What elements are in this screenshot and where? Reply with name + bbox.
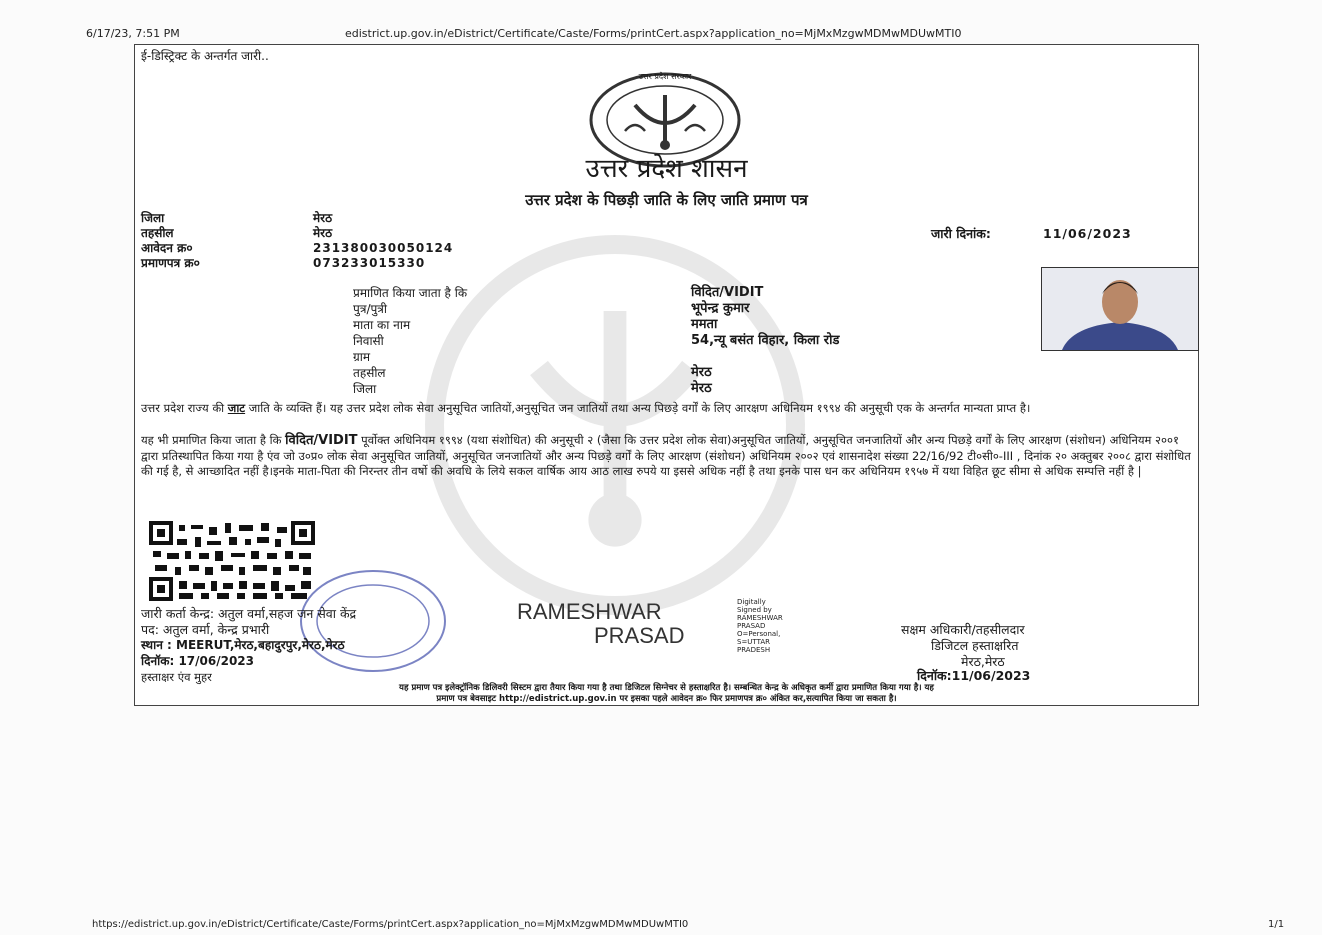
- sig-line: Signed by: [737, 606, 772, 614]
- para2-start: यह भी प्रमाणित किया जाता है कि: [141, 433, 286, 447]
- para1-start: उत्तर प्रदेश राज्य की: [141, 401, 228, 415]
- caste-name: जाट: [227, 401, 246, 415]
- issuer-date: दिनॉक: 17/06/2023: [141, 654, 255, 668]
- signer-name-line1: RAMESHWAR: [517, 599, 662, 624]
- sig-line: S=UTTAR: [737, 638, 770, 646]
- person-value-tehsil: मेरठ: [691, 365, 712, 380]
- person-label-resident: निवासी: [353, 334, 384, 348]
- digital-signature-info: [737, 598, 783, 654]
- field-label-tehsil: तहसील: [141, 226, 174, 240]
- sig-line: PRADESH: [737, 646, 771, 654]
- print-page-count: 1/1: [1268, 919, 1285, 930]
- person-label-son-daughter: पुत्र/पुत्री: [353, 302, 388, 316]
- para2-applicant-name: विदित/VIDIT: [285, 433, 358, 448]
- person-label-mother: माता का नाम: [353, 318, 411, 332]
- field-label-certificate-no: प्रमाणपत्र क्र०: [141, 256, 200, 270]
- government-title: उत्तर प्रदेश शासन: [585, 154, 748, 184]
- field-label-district: जिला: [141, 211, 165, 225]
- sig-line: PRASAD: [737, 622, 766, 630]
- certificate-paragraph-1: [141, 401, 1191, 417]
- sig-line: RAMESHWAR: [737, 614, 783, 622]
- print-url-bottom: https://edistrict.up.gov.in/eDistrict/Certificate/Caste/Forms/printCert.aspx?application_no=MjMxMzgwMDMwMDUwMTI0: [92, 919, 689, 930]
- issue-date-value: 11/06/2023: [1043, 226, 1132, 241]
- para2-end: पूर्वोक्त अधिनियम १९९४ (यथा संशोधित) की अनुसूची २ (जैसा कि उत्तर प्रदेश लोक सेवा)अनुसूचित जातियों, अनुसूचित जनजातियों और अन्य पिछड़े वर्गों के लिए आरक्षण (संशोधन) अधिनियम २००१ द्वारा प्रतिस्थापित किया गया है एंव जो उ०प्र० लोक सेवा अनुसूचित जातियों, अनुसूचित जनजातियों और अन्य पिछड़े वर्गों के लिए आरक्षण (संशोधन) अधिनियम २००२ एवं शासनादेश संख्या 22/16/92 टी०सी०-III , दिनांक २० अक्तुबर २००८ द्वारा संशोधित की गई है, से आच्छादित नहीं है।इनके माता-पिता की निरन्तर तीन वर्षो की अवधि के लिये सकल वार्षिक आय आठ लाख रुपये या इससे अधिक नहीं है तथा इनके पास धन कर अधिनियम १९५७ में यथा विहित छूट सीमा से अधिक सम्पत्ति नहीं है |: [141, 433, 1191, 478]
- officer-date: दिनॉक:11/06/2023: [917, 668, 1031, 683]
- field-label-application-no: आवेदन क्र०: [141, 241, 193, 255]
- person-value-district: मेरठ: [691, 381, 712, 396]
- applicant-photo: [1041, 267, 1199, 351]
- person-label-tehsil: तहसील: [353, 366, 386, 380]
- person-label-district: जिला: [353, 382, 377, 396]
- print-url-top: edistrict.up.gov.in/eDistrict/Certificate/Caste/Forms/printCert.aspx?application_no=MjMxMzgwMDMwMDUwMTI0: [345, 27, 962, 40]
- field-value-district: मेरठ: [313, 211, 333, 225]
- center-stamp-icon: [297, 567, 449, 675]
- sig-line: Digitally: [737, 598, 766, 606]
- person-value-name: विदित/VIDIT: [691, 285, 764, 300]
- print-datetime: 6/17/23, 7:51 PM: [86, 27, 180, 40]
- issue-date-label: जारी दिनांक:: [931, 226, 991, 241]
- officer-title: सक्षम अधिकारी/तहसीलदार: [901, 622, 1025, 637]
- officer-sign: डिजिटल हस्ताक्षरित: [931, 638, 1019, 653]
- footer-note-line1: यह प्रमाण पत्र इलेक्ट्रॉनिक डिलिवरी सिस्टम द्वारा तैयार किया गया है तथा डिजिटल सिग्नेचर से हस्ताक्षरित है। सम्बन्धित केन्द्र के अधिकृत कर्मी द्वारा प्रमाणित किया गया है। यह: [399, 683, 934, 693]
- field-value-certificate-no: 073233015330: [313, 256, 426, 270]
- footer-note-line2: प्रमाण पत्र बेवसाइट http://edistrict.up.gov.in पर इसका पहले आवेदन क्र० फिर प्रमाणपत्र क्र० अंकित कर,सत्यापित किया जा सकता है।: [436, 694, 897, 704]
- para1-end: जाति के व्यक्ति हैं। यह उत्तर प्रदेश लोक सेवा अनुसूचित जातियों,अनुसूचित जन जातियों तथा अन्य पिछड़े वर्गों के लिए आरक्षण अधिनियम १९९४ की अनुसूची एक के अन्तर्गत मान्यता प्राप्त है।: [245, 401, 1031, 415]
- sig-line: O=Personal,: [737, 630, 781, 638]
- certificate-subtitle: उत्तर प्रदेश के पिछड़ी जाति के लिए जाति प्रमाण पत्र: [525, 191, 808, 209]
- person-value-address: 54,न्यू बसंत विहार, किला रोड: [691, 333, 840, 348]
- qr-code-icon: [149, 521, 315, 601]
- issuer-post: पद: अतुल वर्मा, केन्द्र प्रभारी: [141, 622, 270, 637]
- certificate-paragraph-2: [141, 433, 1191, 480]
- person-value-father: भूपेन्द्र कुमार: [691, 301, 750, 316]
- person-photo-icon: [1042, 268, 1198, 350]
- issuer-place: स्थान : MEERUT,मेरठ,बहादुरपुर,मेरठ,मेरठ: [141, 638, 345, 652]
- caste-certificate: [134, 44, 1199, 706]
- person-label-village: ग्राम: [353, 350, 371, 364]
- issued-under-text: ई-डिस्ट्रिक्ट के अन्तर्गत जारी..: [141, 49, 269, 63]
- signer-name-line2: PRASAD: [594, 623, 685, 648]
- officer-place: मेरठ,मेरठ: [961, 654, 1005, 669]
- field-value-application-no: 231380030050124: [313, 241, 454, 255]
- person-value-mother: ममता: [691, 317, 718, 332]
- issuer-center: जारी कर्ता केन्द्र: अतुल वर्मा,सहज जन सेवा केंद्र: [141, 606, 357, 621]
- person-label-certified: प्रमाणित किया जाता है कि: [353, 286, 468, 300]
- emblem-text: उत्तर प्रदेश सरकार: [638, 72, 692, 81]
- field-value-tehsil: मेरठ: [313, 226, 333, 240]
- sign-and-seal: हस्ताक्षर एंव मुहर: [141, 670, 212, 684]
